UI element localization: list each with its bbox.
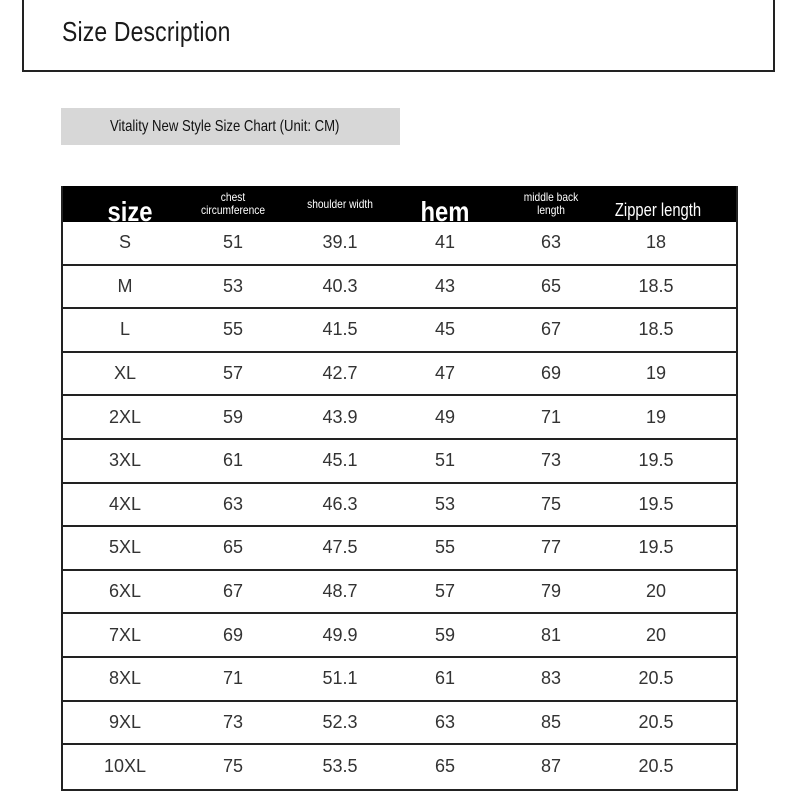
cell-chest: 67	[222, 581, 244, 602]
cell-middle-back: 75	[540, 493, 562, 514]
cell-shoulder: 46.3	[322, 493, 358, 514]
cell-zipper: 19.5	[638, 493, 674, 514]
column-header-shoulder: shoulder width	[307, 196, 373, 211]
cell-chest: 65	[222, 537, 244, 558]
cell-hem: 63	[434, 711, 456, 732]
cell-size: M	[117, 275, 133, 296]
cell-shoulder: 53.5	[322, 756, 358, 777]
table-row	[63, 614, 736, 658]
cell-zipper: 18.5	[638, 319, 674, 340]
cell-middle-back: 79	[540, 581, 562, 602]
cell-chest: 51	[222, 232, 244, 253]
column-header-size: size	[107, 196, 153, 228]
cell-hem: 65	[434, 756, 456, 777]
cell-size: 3XL	[108, 450, 142, 471]
cell-shoulder: 40.3	[322, 275, 358, 296]
cell-zipper: 20.5	[638, 668, 674, 689]
cell-middle-back: 85	[540, 711, 562, 732]
cell-zipper: 19	[645, 406, 667, 427]
cell-chest: 53	[222, 275, 244, 296]
column-header-hem: hem	[420, 196, 470, 228]
table-row	[63, 484, 736, 528]
column-header-middle-back: middle back length	[523, 190, 579, 217]
cell-chest: 71	[222, 668, 244, 689]
cell-middle-back: 73	[540, 450, 562, 471]
cell-shoulder: 43.9	[322, 406, 358, 427]
cell-middle-back: 83	[540, 668, 562, 689]
cell-zipper: 18	[645, 232, 667, 253]
cell-zipper: 20.5	[638, 711, 674, 732]
cell-shoulder: 45.1	[322, 450, 358, 471]
cell-shoulder: 39.1	[322, 232, 358, 253]
cell-chest: 69	[222, 624, 244, 645]
cell-zipper: 19.5	[638, 450, 674, 471]
table-row	[63, 309, 736, 353]
cell-size: S	[118, 232, 131, 253]
cell-chest: 63	[222, 493, 244, 514]
cell-zipper: 18.5	[638, 275, 674, 296]
cell-hem: 53	[434, 493, 456, 514]
page-title: Size Description	[62, 16, 231, 47]
table-row	[63, 658, 736, 702]
cell-zipper: 20	[645, 624, 667, 645]
cell-size: 7XL	[108, 624, 142, 645]
table-row	[63, 571, 736, 615]
cell-chest: 61	[222, 450, 244, 471]
cell-shoulder: 48.7	[322, 581, 358, 602]
cell-hem: 41	[434, 232, 456, 253]
table-row	[63, 353, 736, 397]
cell-shoulder: 51.1	[322, 668, 358, 689]
cell-size: XL	[113, 363, 137, 384]
cell-zipper: 20.5	[638, 756, 674, 777]
cell-middle-back: 81	[540, 624, 562, 645]
cell-shoulder: 49.9	[322, 624, 358, 645]
cell-middle-back: 69	[540, 363, 562, 384]
cell-middle-back: 67	[540, 319, 562, 340]
cell-size: 10XL	[103, 756, 147, 777]
cell-shoulder: 42.7	[322, 363, 358, 384]
cell-size: L	[119, 319, 130, 340]
cell-chest: 59	[222, 406, 244, 427]
cell-size: 6XL	[108, 581, 142, 602]
cell-hem: 55	[434, 537, 456, 558]
size-chart-banner	[61, 108, 400, 145]
cell-shoulder: 47.5	[322, 537, 358, 558]
cell-hem: 51	[434, 450, 456, 471]
banner-text: Vitality New Style Size Chart (Unit: CM)	[110, 118, 340, 135]
cell-hem: 43	[434, 275, 456, 296]
cell-hem: 57	[434, 581, 456, 602]
cell-chest: 75	[222, 756, 244, 777]
table-row	[63, 266, 736, 310]
column-header-zipper: Zipper length	[614, 199, 702, 220]
table-row	[63, 702, 736, 746]
cell-hem: 61	[434, 668, 456, 689]
table-row	[63, 222, 736, 266]
cell-chest: 73	[222, 711, 244, 732]
cell-hem: 47	[434, 363, 456, 384]
cell-shoulder: 52.3	[322, 711, 358, 732]
table-header	[63, 186, 736, 228]
cell-chest: 57	[222, 363, 244, 384]
table-body	[63, 222, 736, 789]
cell-middle-back: 63	[540, 232, 562, 253]
cell-size: 9XL	[108, 711, 142, 732]
cell-zipper: 19.5	[638, 537, 674, 558]
table-row	[63, 527, 736, 571]
cell-zipper: 20	[645, 581, 667, 602]
cell-middle-back: 87	[540, 756, 562, 777]
cell-size: 5XL	[108, 537, 142, 558]
cell-middle-back: 71	[540, 406, 562, 427]
cell-middle-back: 65	[540, 275, 562, 296]
column-header-chest: chest circumference	[200, 190, 266, 217]
cell-hem: 49	[434, 406, 456, 427]
cell-size: 4XL	[108, 493, 142, 514]
cell-chest: 55	[222, 319, 244, 340]
cell-shoulder: 41.5	[322, 319, 358, 340]
table-row	[63, 745, 736, 789]
cell-hem: 45	[434, 319, 456, 340]
table-row	[63, 396, 736, 440]
cell-hem: 59	[434, 624, 456, 645]
cell-size: 8XL	[108, 668, 142, 689]
cell-zipper: 19	[645, 363, 667, 384]
cell-size: 2XL	[108, 406, 142, 427]
cell-middle-back: 77	[540, 537, 562, 558]
table-row	[63, 440, 736, 484]
size-table	[61, 186, 738, 791]
